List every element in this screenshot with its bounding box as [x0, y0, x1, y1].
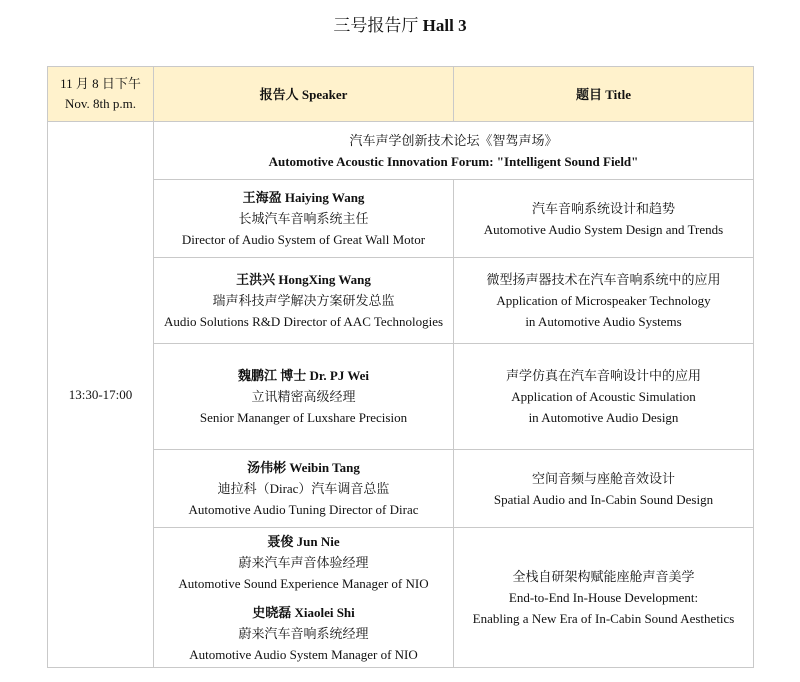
- topic-cell: [454, 450, 754, 528]
- speaker-role-cn: 立讯精密高级经理: [251, 389, 356, 404]
- topic-en-1: End-to-End In-House Development:: [508, 590, 699, 605]
- date-cn: 11 月 8 日下午: [60, 76, 141, 91]
- table-row: [48, 344, 754, 450]
- speaker-cell: [154, 258, 454, 344]
- topic-en-2: Enabling a New Era of In-Cabin Sound Aesthetics: [472, 611, 735, 626]
- speaker-role-cn: 瑞声科技声学解决方案研发总监: [212, 293, 395, 308]
- speaker-role-cn: 迪拉科（Dirac）汽车调音总监: [217, 481, 390, 496]
- forum-title-cn: 汽车声学创新技术论坛《智驾声场》: [349, 132, 558, 148]
- speaker-name: 汤伟彬 Weibin Tang: [247, 460, 360, 475]
- topic-cn: 微型扬声器技术在汽车音响系统中的应用: [486, 272, 721, 287]
- topic-en-1: Application of Microspeaker Technology: [496, 293, 711, 308]
- date-en: Nov. 8th p.m.: [64, 96, 137, 111]
- speaker-cell: [154, 180, 454, 258]
- speaker-role-en: Audio Solutions R&D Director of AAC Technologies: [163, 314, 444, 329]
- title-cn: 三号报告厅: [333, 16, 419, 35]
- topic-cell: [454, 180, 754, 258]
- time-cell: 13:30-17:00: [48, 122, 154, 668]
- topic-cn: 全栈自研架构赋能座舱声音美学: [512, 569, 695, 584]
- topic-cn: 空间音频与座舱音效设计: [531, 470, 675, 486]
- speaker-cell: [154, 450, 454, 528]
- speaker-role-en: Senior Mananger of Luxshare Precision: [199, 410, 408, 425]
- page-title: [0, 14, 800, 38]
- speaker-role-cn: 蔚来汽车音响系统经理: [238, 625, 369, 641]
- speaker-name: 聂俊 Jun Nie: [267, 533, 340, 549]
- topic-cell: [454, 344, 754, 450]
- forum-title-en: Automotive Acoustic Innovation Forum: "Intelligent Sound Field": [268, 153, 639, 169]
- speaker-name: 魏鹏江 博士 Dr. PJ Wei: [237, 368, 370, 383]
- speaker-role-en: Automotive Audio System Manager of NIO: [189, 646, 418, 662]
- title-en: Hall 3: [422, 16, 467, 35]
- header-row: [48, 67, 754, 122]
- topic-en: Automotive Audio System Design and Trends: [483, 221, 724, 237]
- forum-row: [48, 122, 754, 180]
- topic-cn: 声学仿真在汽车音响设计中的应用: [505, 368, 701, 383]
- topic-en: Spatial Audio and In-Cabin Sound Design: [493, 491, 714, 507]
- speaker-role-en: Automotive Sound Experience Manager of NIO: [178, 575, 429, 591]
- topic-cell: [454, 258, 754, 344]
- schedule-table: [47, 66, 754, 668]
- speaker-role-cn: 蔚来汽车声音体验经理: [238, 554, 369, 570]
- table-row: [48, 528, 754, 668]
- speaker-cell: [154, 344, 454, 450]
- table-row: [48, 258, 754, 344]
- topic-en-2: in Automotive Audio Systems: [525, 314, 682, 329]
- speaker-role-en: Director of Audio System of Great Wall Motor: [181, 232, 426, 247]
- speaker-header: 报告人 Speaker: [154, 67, 454, 122]
- topic-header: 题目 Title: [454, 67, 754, 122]
- forum-title: [154, 122, 754, 180]
- speaker-role-cn: 长城汽车音响系统主任: [238, 211, 369, 226]
- topic-en-1: Application of Acoustic Simulation: [511, 389, 696, 404]
- speaker-cell: [154, 528, 454, 668]
- speaker-gap: [158, 594, 449, 602]
- topic-en-2: in Automotive Audio Design: [528, 410, 679, 425]
- speaker-name: 王洪兴 HongXing Wang: [236, 272, 371, 287]
- speaker-name: 王海盈 Haiying Wang: [242, 190, 365, 205]
- speaker-role-en: Automotive Audio Tuning Director of Dirac: [188, 502, 419, 517]
- speaker-name: 史晓磊 Xiaolei Shi: [252, 604, 355, 620]
- topic-cell: [454, 528, 754, 668]
- table-row: [48, 450, 754, 528]
- topic-cn: 汽车音响系统设计和趋势: [531, 200, 675, 216]
- date-cell: [48, 67, 154, 122]
- table-row: [48, 180, 754, 258]
